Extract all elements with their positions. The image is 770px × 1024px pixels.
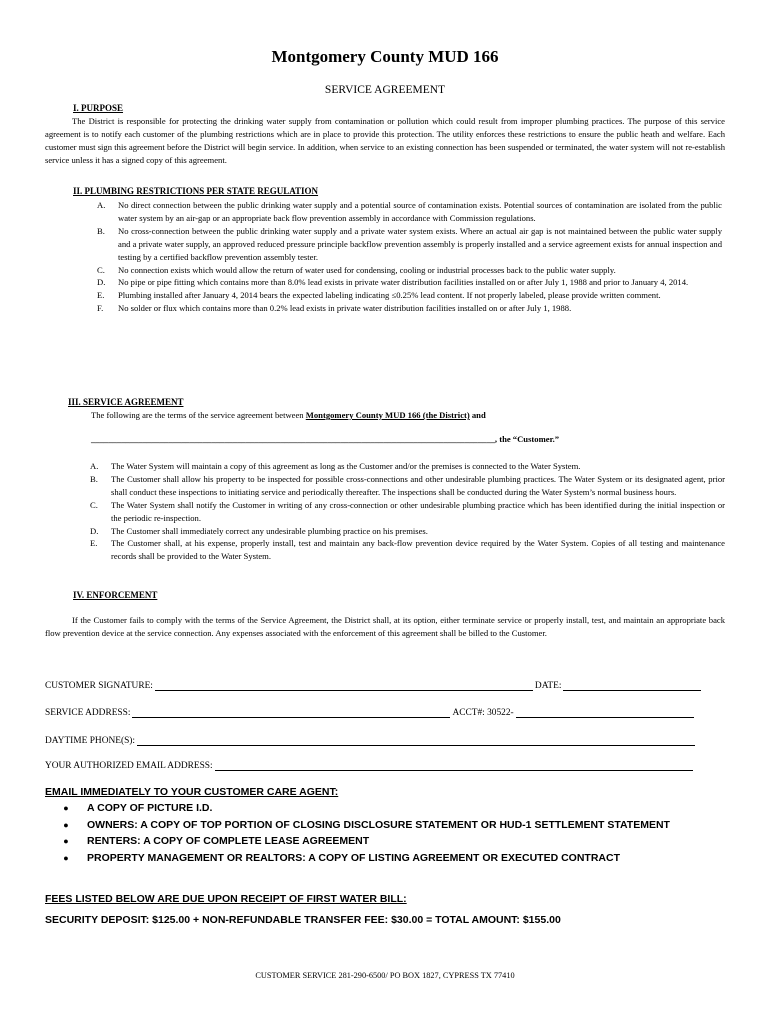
list-item-label: B. (97, 225, 105, 236)
list-item (45, 850, 670, 867)
customer-name-line[interactable]: ______________________________________________________________________________________________, the “Customer.” (91, 434, 560, 444)
list-item (97, 264, 722, 277)
account-number-label: ACCT#: 30522- (452, 708, 514, 718)
list-item (45, 833, 670, 850)
signature-field[interactable] (155, 680, 533, 691)
list-item-text: RENTERS: A COPY OF COMPLETE LEASE AGREEMENT (87, 835, 370, 848)
list-item (97, 289, 722, 302)
section-heading-purpose: I. PURPOSE (73, 103, 124, 113)
list-item-label: D. (97, 277, 106, 288)
agent-requirements-heading: EMAIL IMMEDIATELY TO YOUR CUSTOMER CARE AGENT: (45, 786, 339, 798)
section-heading-enforcement: IV. ENFORCEMENT (73, 590, 158, 600)
fees-heading: FEES LISTED BELOW ARE DUE UPON RECEIPT OF FIRST WATER BILL: (45, 893, 407, 905)
purpose-paragraph: The District is responsible for protecting the drinking water supply from contamination or pollution which could result from improper plumbing practices. The purpose of this service agreement is to notify each customer of the plumbing restrictions which are in place to provide this protection. The utility enforces these restrictions to ensure the public heath and welfare. Each customer must sign this agreement before the District will begin service. In addition, when service to an existing connection has been suspended or terminated, the water system will not re-establish service unless it has a signed copy of this agreement. (45, 116, 725, 165)
service-intro-post: and (469, 410, 486, 420)
list-item-text: No pipe or pipe fitting which contains more than 8.0% lead exists in private water distribution facilities installed on or after July 1, 1988 and prior to January 4, 2014. (118, 277, 689, 288)
section-heading-service-agreement: III. SERVICE AGREEMENT (68, 397, 184, 407)
agent-requirements (45, 786, 670, 866)
district-party-name: Montgomery County MUD 166 (the District) (305, 410, 470, 420)
fees-amounts: SECURITY DEPOSIT: $125.00 + NON-REFUNDABLE TRANSFER FEE: $30.00 = TOTAL AMOUNT: $155.00 (45, 914, 561, 926)
list-item-label: B. (90, 473, 98, 484)
daytime-phone-label: DAYTIME PHONE(S): (45, 736, 136, 746)
list-item-text: The Customer shall, at his expense, properly install, test and maintain any back-flow prevention device required by the Water System. Copies of all testing and maintenance records shall be provided to the Water System. (111, 538, 725, 562)
list-item (97, 225, 722, 264)
bullet-icon: ● (63, 836, 69, 847)
list-item-text: A COPY OF PICTURE I.D. (87, 802, 213, 815)
list-item-text: The Customer shall immediately correct any undesirable plumbing practice on his premises. (111, 525, 428, 536)
document-title: Montgomery County MUD 166 (271, 47, 499, 66)
list-item-text: PROPERTY MANAGEMENT OR REALTORS: A COPY OF LISTING AGREEMENT OR EXECUTED CONTRACT (87, 851, 620, 864)
service-address-field[interactable] (132, 707, 450, 718)
list-item (90, 473, 725, 499)
plumbing-restrictions-list (97, 199, 722, 315)
daytime-phone-field[interactable] (137, 735, 695, 746)
list-item-text: Plumbing installed after January 4, 2014 bears the expected labeling indicating ≤0.25% lead content. If not properly labeled, please provide written comment. (118, 290, 661, 301)
list-item-label: A. (97, 200, 106, 210)
signature-label: CUSTOMER SIGNATURE: (45, 681, 153, 691)
enforcement-paragraph: If the Customer fails to comply with the terms of the Service Agreement, the District shall, at its option, either terminate service or properly install, test, and maintain an appropriate back flow prevention device at the service connection. Any expenses associated with the enforcement of this agreement shall be billed to the Customer. (45, 615, 725, 638)
customer-info-form (45, 680, 725, 780)
list-item-text: The Water System will maintain a copy of this agreement as long as the Customer and/or the premises is connected to the Water System. (111, 461, 581, 471)
account-number-field[interactable] (516, 707, 694, 718)
list-item (90, 460, 725, 473)
list-item (45, 817, 670, 834)
list-item-text: The Customer shall allow his property to be inspected for possible cross-connections and other undesirable plumbing practices. The Water System or its designated agent, prior shall conduct these inspections to initiating service and periodically thereafter. The inspections shall be conducted during the Water System’s normal business hours. (111, 473, 725, 497)
bullet-icon: ● (63, 803, 69, 814)
service-intro (91, 409, 731, 422)
email-row (45, 760, 695, 771)
date-field[interactable] (563, 680, 701, 691)
date-label: DATE: (534, 681, 562, 691)
list-item-text: OWNERS: A COPY OF TOP PORTION OF CLOSING DISCLOSURE STATEMENT OR HUD-1 SETTLEMENT STATEMENT (87, 818, 670, 831)
list-item (97, 199, 722, 225)
section-heading-plumbing: II. PLUMBING RESTRICTIONS PER STATE REGULATION (73, 186, 319, 196)
phone-row (45, 735, 697, 746)
list-item-text: No direct connection between the public drinking water supply and a potential source of contamination exists. Potential sources of contamination are isolated from the public water system by an air-gap or an appropriate back flow prevention assembly in accordance with Commission regulations. (118, 200, 722, 223)
list-item (97, 276, 722, 289)
list-item-label: E. (90, 538, 98, 549)
address-row (45, 707, 696, 718)
list-item-label: E. (97, 290, 105, 301)
list-item-label: A. (90, 461, 99, 471)
list-item (90, 525, 725, 538)
list-item-text: No solder or flux which contains more than 0.2% lead exists in private water distribution facilities installed on or after July 1, 1988. (118, 303, 572, 314)
list-item (45, 800, 670, 817)
footer-contact: CUSTOMER SERVICE 281-290-6500/ PO BOX 1827, CYPRESS TX 77410 (255, 971, 515, 980)
bullet-icon: ● (63, 852, 69, 863)
email-label: YOUR AUTHORIZED EMAIL ADDRESS: (45, 761, 213, 771)
list-item-label: F. (97, 303, 104, 314)
list-item (90, 499, 725, 525)
list-item-label: C. (90, 499, 98, 510)
document-subtitle: SERVICE AGREEMENT (324, 84, 446, 96)
list-item-label: D. (90, 525, 99, 536)
list-item-text: No cross-connection between the public drinking water supply and a private water system exists. Where an actual air gap is not maintained between the public water supply and a private water supply, an approved reduced pressure principle backflow prevention assembly is properly installed and a service agreement exists for annual inspection and testing by a certified backflow prevention assembly tester. (118, 225, 722, 262)
list-item-text: The Water System shall notify the Customer in writing of any cross-connection or other undesirable plumbing practice which has been identified during the initial inspection or the periodic re-inspection. (111, 499, 725, 523)
service-address-label: SERVICE ADDRESS: (45, 708, 131, 718)
list-item-label: C. (97, 264, 105, 275)
bullet-icon: ● (63, 819, 69, 830)
list-item (97, 302, 722, 315)
service-terms-list (90, 460, 725, 563)
signature-row (45, 680, 703, 691)
fees-section (45, 893, 561, 926)
service-intro-pre: The following are the terms of the service agreement between (91, 410, 306, 420)
list-item (90, 537, 725, 563)
list-item-text: No connection exists which would allow the return of water used for condensing, cooling or industrial processes back to the public water supply. (118, 264, 616, 275)
email-field[interactable] (215, 760, 693, 771)
